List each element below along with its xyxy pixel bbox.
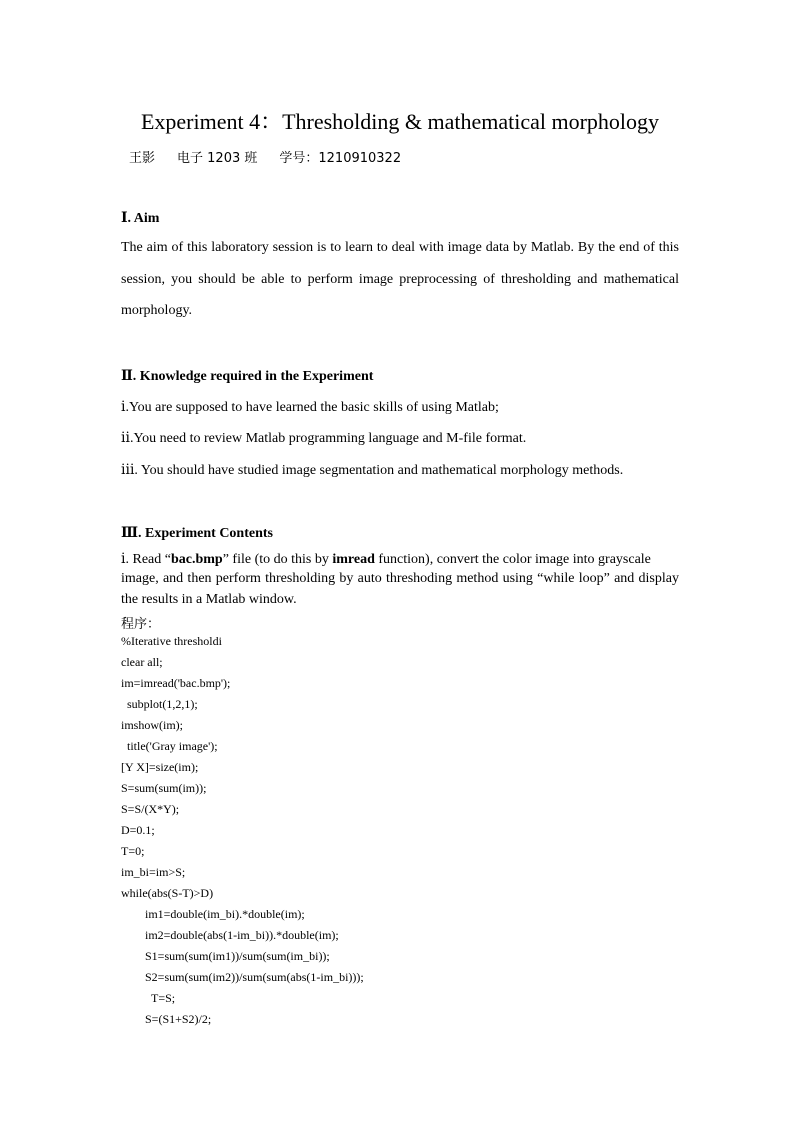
contents-item-1-line-1	[121, 551, 651, 568]
code-line: im=imread('bac.bmp');	[121, 676, 231, 690]
code-line: S=sum(sum(im));	[121, 781, 207, 795]
code-line: imshow(im);	[121, 718, 183, 732]
document-title: Experiment 4：Thresholding & mathematical morphology	[140, 109, 660, 134]
knowledge-item: ⅲ. You should have studied image segmentation and mathematical morphology methods.	[121, 463, 624, 478]
code-line: title('Gray image');	[127, 739, 218, 753]
program-label: 程序：	[121, 617, 161, 632]
item1-filename: bac.bmp	[170, 552, 223, 567]
knowledge-item: ⅱ.You need to review Matlab programming language and M-file format.	[121, 431, 527, 446]
author-line	[129, 147, 401, 166]
code-line: im1=double(im_bi).*double(im);	[145, 907, 305, 921]
code-line: S2=sum(sum(im2))/sum(sum(abs(1-im_bi)));	[145, 970, 364, 984]
author-class: 电子 1203 班	[177, 151, 258, 166]
code-line: S=(S1+S2)/2;	[145, 1012, 212, 1026]
item1-function: imread	[332, 552, 375, 567]
knowledge-heading: Ⅱ. Knowledge required in the Experiment	[121, 369, 374, 384]
code-line: S=S/(X*Y);	[121, 802, 180, 816]
code-line: im_bi=im>S;	[121, 865, 186, 879]
aim-heading: Ⅰ. Aim	[121, 211, 160, 226]
code-line: T=S;	[151, 991, 176, 1005]
code-line: D=0.1;	[121, 823, 155, 837]
code-line: S1=sum(sum(im1))/sum(sum(im_bi));	[145, 949, 330, 963]
code-line: im2=double(abs(1-im_bi)).*double(im);	[145, 928, 339, 942]
author-name: 王影	[129, 151, 156, 166]
aim-line-2: session, you should be able to perform image preprocessing of thresholding and mathematical	[121, 272, 679, 287]
contents-item-1-line-3: the results in a Matlab window.	[121, 592, 297, 607]
code-line: [Y X]=size(im);	[121, 760, 199, 774]
item1-mid: ” file (to do this by	[222, 552, 333, 567]
aim-line-1: The aim of this laboratory session is to learn to deal with image data by Matlab. By the end of this	[121, 240, 679, 255]
code-line: while(abs(S-T)>D)	[121, 886, 214, 900]
code-line: T=0;	[121, 844, 145, 858]
item1-prefix: ⅰ. Read “	[121, 552, 171, 567]
contents-heading: Ⅲ. Experiment Contents	[121, 526, 273, 541]
code-line: clear all;	[121, 655, 163, 669]
contents-item-1-line-2: image, and then perform thresholding by auto threshoding method using “while loop” and display	[121, 571, 679, 586]
aim-line-3: morphology.	[121, 303, 193, 318]
knowledge-item: ⅰ.You are supposed to have learned the basic skills of using Matlab;	[121, 400, 499, 415]
code-line: %Iterative thresholdi	[121, 634, 222, 648]
author-student-id: 学号：1210910322	[279, 151, 402, 166]
item1-suffix: function), convert the color image into grayscale	[374, 552, 651, 567]
code-line: subplot(1,2,1);	[127, 697, 198, 711]
